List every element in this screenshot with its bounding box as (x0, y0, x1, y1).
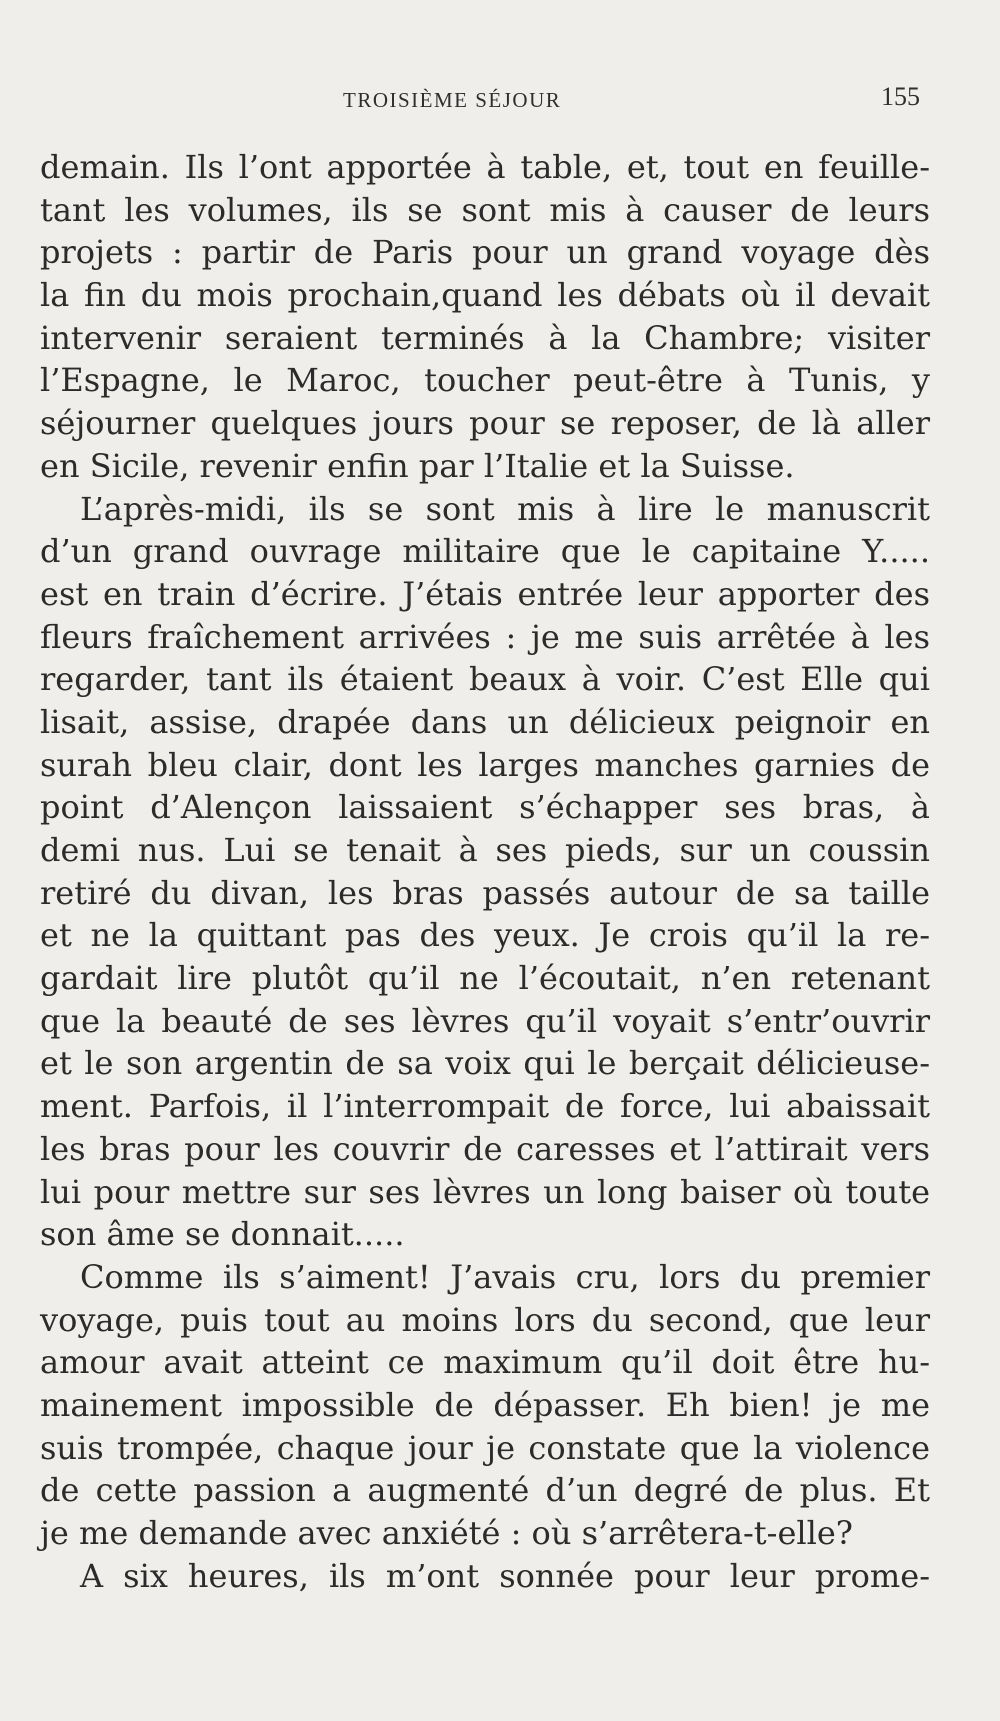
text-line: son âme se donnait..... (40, 1215, 405, 1254)
text-line: la fin du mois prochain,quand les débats où il devait (40, 276, 930, 315)
text-line: lisait, assise, drapée dans un délicieux peignoir en (40, 702, 930, 741)
text-line: tant les volumes, ils se sont mis à causer de leurs (40, 190, 930, 229)
text-line: intervenir seraient terminés à la Chambre; visiter (40, 318, 930, 357)
page-number: 155 (881, 82, 920, 111)
text-line: L’après-midi, ils se sont mis à lire le manuscrit (80, 489, 930, 528)
text-line: séjourner quelques jours pour se reposer, de là aller (40, 404, 930, 443)
text-line: Comme ils s’aiment! J’avais cru, lors du premier (80, 1257, 930, 1296)
body-text (40, 146, 930, 1597)
text-line: les bras pour les couvrir de caresses et l’attirait vers (40, 1129, 930, 1168)
text-line: est en train d’écrire. J’étais entrée leur apporter des (40, 574, 930, 613)
text-line: en Sicile, revenir enfin par l’Italie et la Suisse. (40, 446, 795, 485)
text-line: demain. Ils l’ont apportée à table, et, tout en feuille- (40, 148, 930, 186)
text-line: suis trompée, chaque jour je constate que la violence (40, 1428, 930, 1467)
text-line: retiré du divan, les bras passés autour de sa taille (40, 873, 930, 912)
running-header (0, 82, 1000, 122)
text-line: et ne la quittant pas des yeux. Je crois qu’il la re- (40, 916, 930, 955)
text-line: fleurs fraîchement arrivées : je me suis arrêtée à les (40, 617, 930, 656)
text-line: voyage, puis tout au moins lors du second, que leur (40, 1300, 930, 1339)
text-line: mainement impossible de dépasser. Eh bien! je me (40, 1385, 930, 1424)
text-line: que la beauté de ses lèvres qu’il voyait s’entr’ouvrir (40, 1001, 930, 1040)
text-line: et le son argentin de sa voix qui le berçait délicieuse- (40, 1044, 930, 1083)
text-line: amour avait atteint ce maximum qu’il doit être hu- (40, 1343, 930, 1382)
text-line: gardait lire plutôt qu’il ne l’écoutait, n’en retenant (40, 959, 930, 998)
text-line: A six heures, ils m’ont sonnée pour leur prome- (80, 1556, 930, 1595)
text-line: lui pour mettre sur ses lèvres un long baiser où toute (40, 1172, 930, 1211)
text-line: je me demande avec anxiété : où s’arrêtera-t-elle? (40, 1514, 853, 1552)
section-title: TROISIÈME SÉJOUR (343, 88, 562, 112)
text-line: d’un grand ouvrage militaire que le capitaine Y..... (40, 532, 930, 571)
text-line: l’Espagne, le Maroc, toucher peut-être à Tunis, y (40, 361, 930, 400)
text-line: surah bleu clair, dont les larges manches garnies de (40, 745, 930, 784)
text-line: regarder, tant ils étaient beaux à voir. C’est Elle qui (40, 660, 930, 699)
text-line: projets : partir de Paris pour un grand voyage dès (40, 233, 930, 272)
text-line: ment. Parfois, il l’interrompait de force, lui abaissait (40, 1087, 930, 1126)
text-line: demi nus. Lui se tenait à ses pieds, sur un coussin (40, 831, 930, 869)
text-line: point d’Alençon laissaient s’échapper ses bras, à (40, 788, 930, 827)
text-line: de cette passion a augmenté d’un degré de plus. Et (40, 1471, 930, 1510)
